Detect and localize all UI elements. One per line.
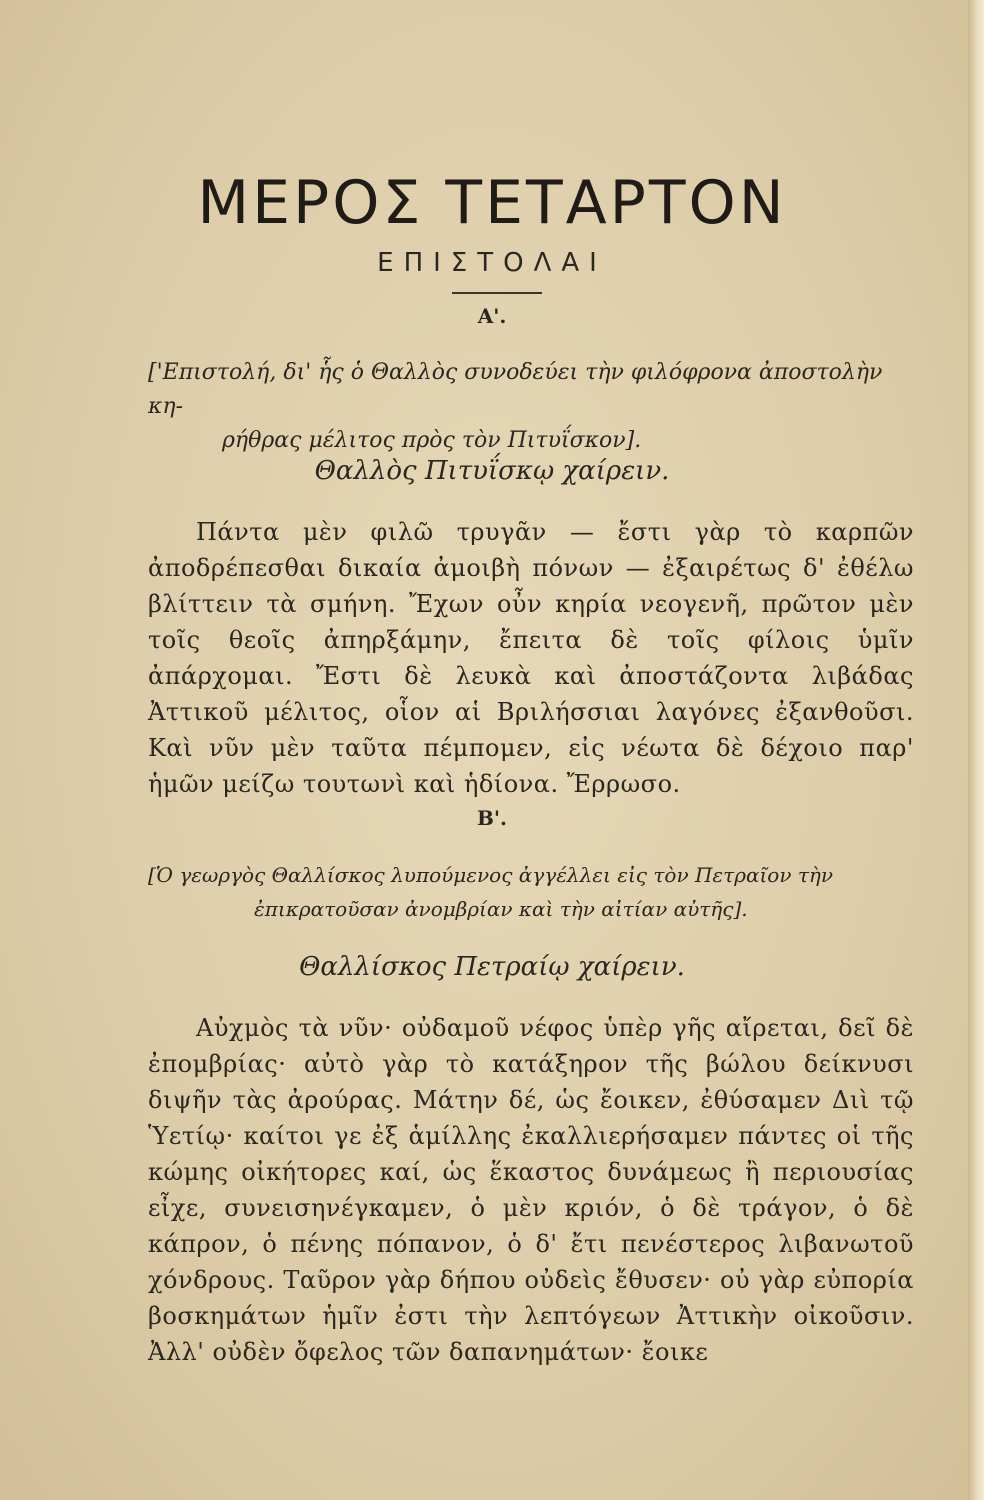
letter-body: Αὐχμὸς τὰ νῦν· οὐδαμοῦ νέφος ὑπὲρ γῆς αἴρεται, δεῖ δὲ ἐπομβρίας· αὐτὸ γὰρ τὸ κατάξηρον τῆς βώλου δείκνυσι διψῆν τὰς ἀρούρας. Μάτην δέ, ὡς ἔοικεν, ἐθύσαμεν Διὶ τῷ Ὑετίῳ· καίτοι γε ἐξ ἁμίλλης ἐκαλλιερήσαμεν πάντες οἱ τῆς κώμης οἰκήτορες καί, ὡς ἕκαστος δυνάμεως ἢ περιουσίας εἶχε, συνεισηνέγκαμεν, ὁ μὲν κριόν, ὁ δὲ τράγον, ὁ δὲ κάπρον, ὁ πένης πόπανον, ὁ δ' ἔτι πενέστερος λιβανωτοῦ χόνδρους. Ταῦρον γὰρ δήπου οὐδεὶς ἔθυσεν· οὐ γὰρ εὐπορία βοσκημάτων ἡμῖν ἐστι τὴν λεπτόγεων Ἀττικὴν οἰκοῦσιν. Ἀλλ' οὐδὲν ὄφελος τῶν δαπανημάτων· ἔοικε <box>148 1014 914 1366</box>
summary-line: [Ὁ γεωργὸς Θαλλίσκος λυπούμενος ἀγγέλλει εἰς τὸν Πετραῖον τὴν <box>148 863 834 887</box>
letter-salutation: Θαλλίσκος Πετραίῳ χαίρειν. <box>299 952 685 982</box>
summary-line: ἐπικρατοῦσαν ἀνομβρίαν καὶ τὴν αἰτίαν αὐτῆς]. <box>254 897 748 921</box>
summary-line: ['Επιστολή, δι' ἧς ὁ Θαλλὸς συνοδεύει τὴν φιλόφρονα ἀποστολὴν κη- <box>148 360 883 419</box>
letter-body: Πάντα μὲν φιλῶ τρυγᾶν — ἔστι γὰρ τὸ καρπῶν ἀποδρέπεσθαι δικαία ἀμοιβὴ πόνων — ἐξαιρέτως δ' ἐθέλω βλίττειν τὰ σμήνη. Ἔχων οὖν κηρία νεογενῆ, πρῶτον μὲν τοῖς θεοῖς ἀπηρξάμην, ἔπειτα δὲ τοῖς φίλοις ὑμῖν ἀπάρχομαι. Ἔστι δὲ λευκὰ καὶ ἀποστάζοντα λιβάδας Ἀττικοῦ μέλιτος, οἷον αἱ Βριλήσσιαι λαγόνες ἐξανθοῦσι. Καὶ νῦν μὲν ταῦτα πέμπομεν, εἰς νέωτα δὲ δέχοιο παρ' ἡμῶν μείζω τουτωνὶ καὶ ἡδίονα. Ἔρρωσο. <box>148 518 914 798</box>
letter-number: Α'. <box>477 304 507 328</box>
letter-summary <box>148 356 908 458</box>
part-title: ΜΕΡΟΣ ΤΕΤΑΡΤΟΝ <box>197 168 787 238</box>
letter-number: Β'. <box>477 806 507 830</box>
section-title: ΕΠΙΣΤΟΛΑΙ <box>377 248 607 278</box>
summary-line: ρήθρας μέλιτος πρὸς τὸν Πιτυΐσκον]. <box>222 428 642 453</box>
title-rule <box>452 292 542 294</box>
letter-summary <box>148 858 908 926</box>
letter-salutation: Θαλλὸς Πιτυΐσκῳ χαίρειν. <box>314 456 670 486</box>
